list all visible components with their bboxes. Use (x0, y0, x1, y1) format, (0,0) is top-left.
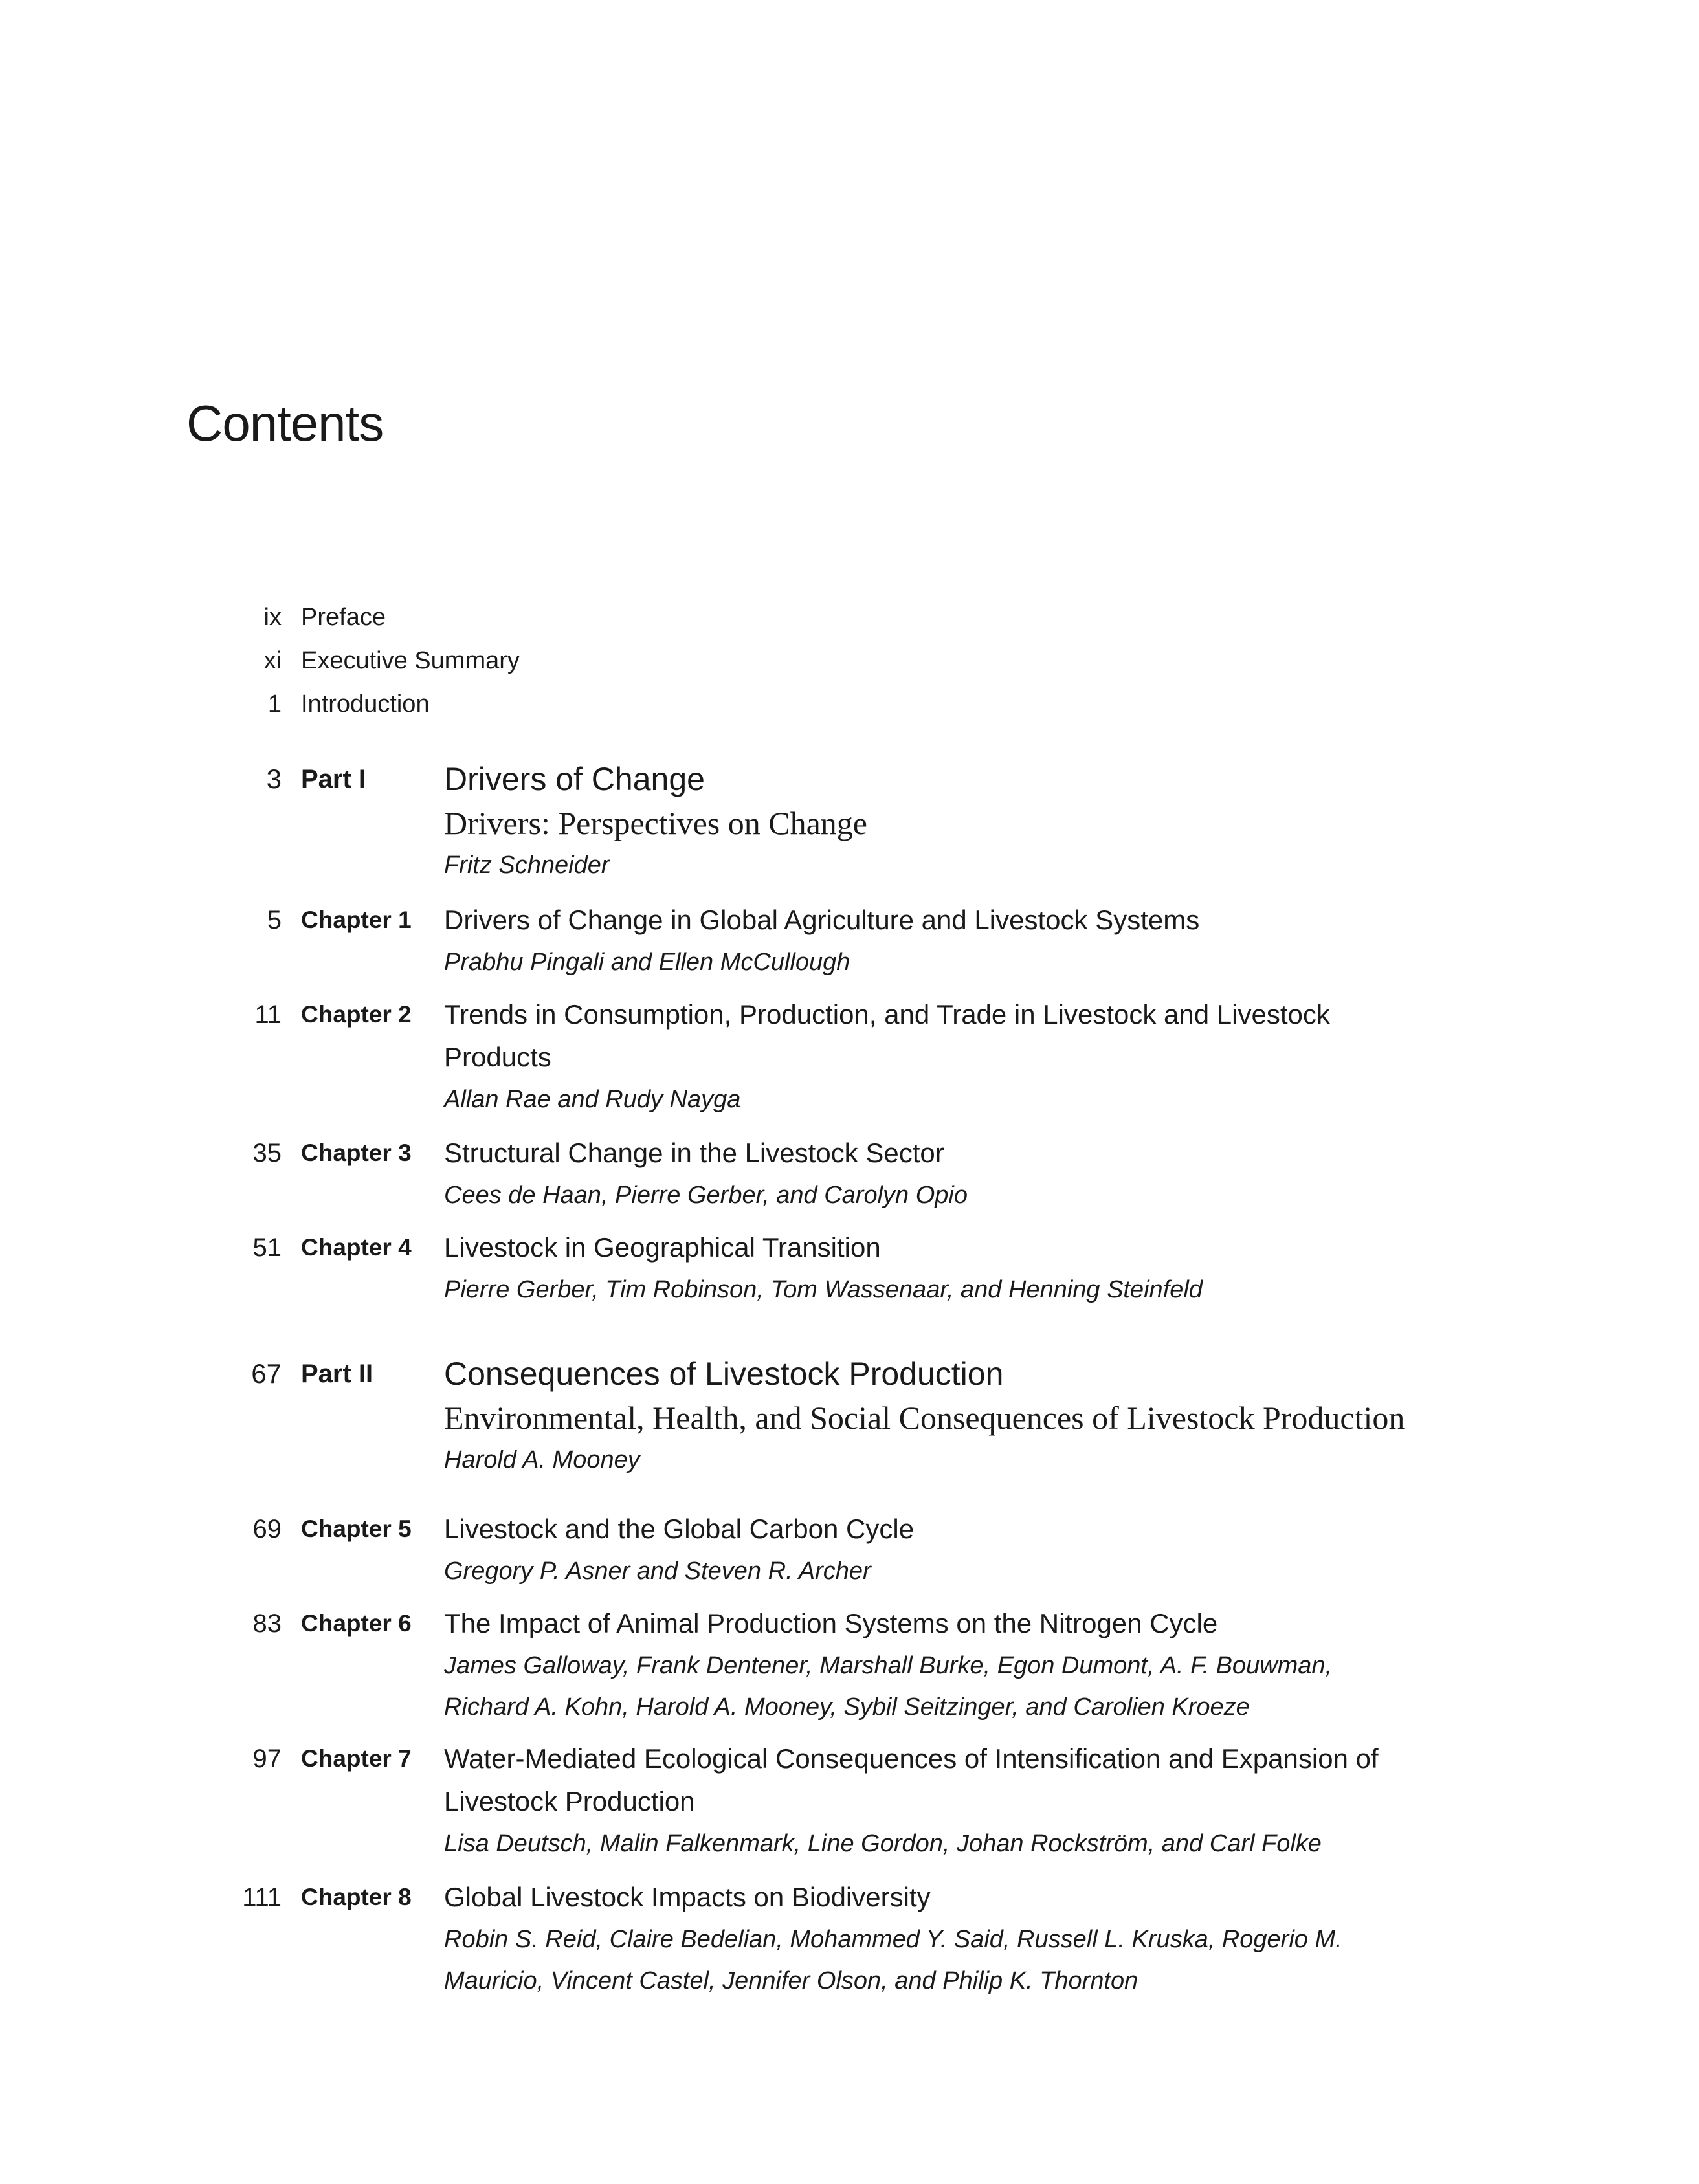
part-subtitle: Drivers: Perspectives on Change (444, 805, 868, 841)
part-title: Consequences of Livestock Production (444, 1356, 1004, 1392)
entry-title: Introduction (301, 690, 430, 718)
page-number: 35 (252, 1139, 282, 1167)
chapter-title: Structural Change in the Livestock Sector (444, 1138, 944, 1168)
chapter-authors: Robin S. Reid, Claire Bedelian, Mohammed Y. Said, Russell L. Kruska, Rogerio M. Mauricio, Vincent Castel, Jennifer Olson, and Philip K. Thornton (444, 1926, 1342, 1994)
part-subtitle: Environmental, Health, and Social Consequences of Livestock Production (444, 1400, 1405, 1436)
chapter-title: The Impact of Animal Production Systems on the Nitrogen Cycle (444, 1608, 1218, 1638)
chapter-label: Chapter 5 (301, 1516, 412, 1542)
chapter-label: Chapter 8 (301, 1884, 412, 1910)
chapter-title: Trends in Consumption, Production, and Trade in Livestock and Livestock Products (444, 999, 1330, 1072)
page-number: 67 (251, 1358, 282, 1389)
page-number: 3 (266, 764, 282, 794)
chapter-title: Water-Mediated Ecological Consequences of Intensification and Expansion of Livestock Production (444, 1743, 1379, 1816)
chapter-authors: Allan Rae and Rudy Nayga (444, 1086, 741, 1113)
page-number: 11 (254, 1000, 282, 1029)
part-title: Drivers of Change (444, 761, 705, 797)
page-number: xi (263, 647, 282, 674)
chapter-label: Chapter 7 (301, 1745, 412, 1772)
part-authors: Fritz Schneider (444, 852, 610, 879)
page-title: Contents (186, 395, 384, 452)
page-number: 51 (252, 1233, 282, 1262)
chapter-title: Livestock and the Global Carbon Cycle (444, 1514, 915, 1544)
page-number: 1 (267, 690, 282, 718)
chapter-label: Chapter 4 (301, 1234, 412, 1261)
page-number: ix (263, 604, 282, 631)
chapter-authors: Lisa Deutsch, Malin Falkenmark, Line Gordon, Johan Rockström, and Carl Folke (444, 1830, 1322, 1857)
chapter-authors: Prabhu Pingali and Ellen McCullough (444, 949, 850, 976)
chapter-label: Chapter 3 (301, 1140, 412, 1166)
part-label: Part II (301, 1360, 373, 1388)
chapter-title: Global Livestock Impacts on Biodiversity (444, 1882, 931, 1912)
chapter-label: Chapter 6 (301, 1610, 412, 1637)
chapter-label: Chapter 2 (301, 1001, 412, 1028)
page-number: 5 (267, 906, 282, 934)
chapter-authors: Pierre Gerber, Tim Robinson, Tom Wassenaar, and Henning Steinfeld (444, 1276, 1203, 1303)
chapter-title: Drivers of Change in Global Agriculture and Livestock Systems (444, 905, 1200, 935)
page-number: 97 (252, 1745, 282, 1773)
entry-title: Preface (301, 604, 386, 631)
page-number: 69 (252, 1515, 282, 1543)
chapter-authors: James Galloway, Frank Dentener, Marshall Burke, Egon Dumont, A. F. Bouwman, Richard A. Kohn, Harold A. Mooney, Sybil Seitzinger, and Carolien Kroeze (444, 1652, 1333, 1721)
part-authors: Harold A. Mooney (444, 1446, 640, 1473)
page-number: 83 (252, 1609, 282, 1638)
part-label: Part I (301, 765, 366, 793)
chapter-authors: Cees de Haan, Pierre Gerber, and Carolyn Opio (444, 1182, 968, 1209)
chapter-authors: Gregory P. Asner and Steven R. Archer (444, 1558, 871, 1585)
entry-title: Executive Summary (301, 647, 520, 674)
chapter-title: Livestock in Geographical Transition (444, 1232, 881, 1263)
page-number: 111 (242, 1883, 282, 1912)
chapter-label: Chapter 1 (301, 907, 412, 933)
